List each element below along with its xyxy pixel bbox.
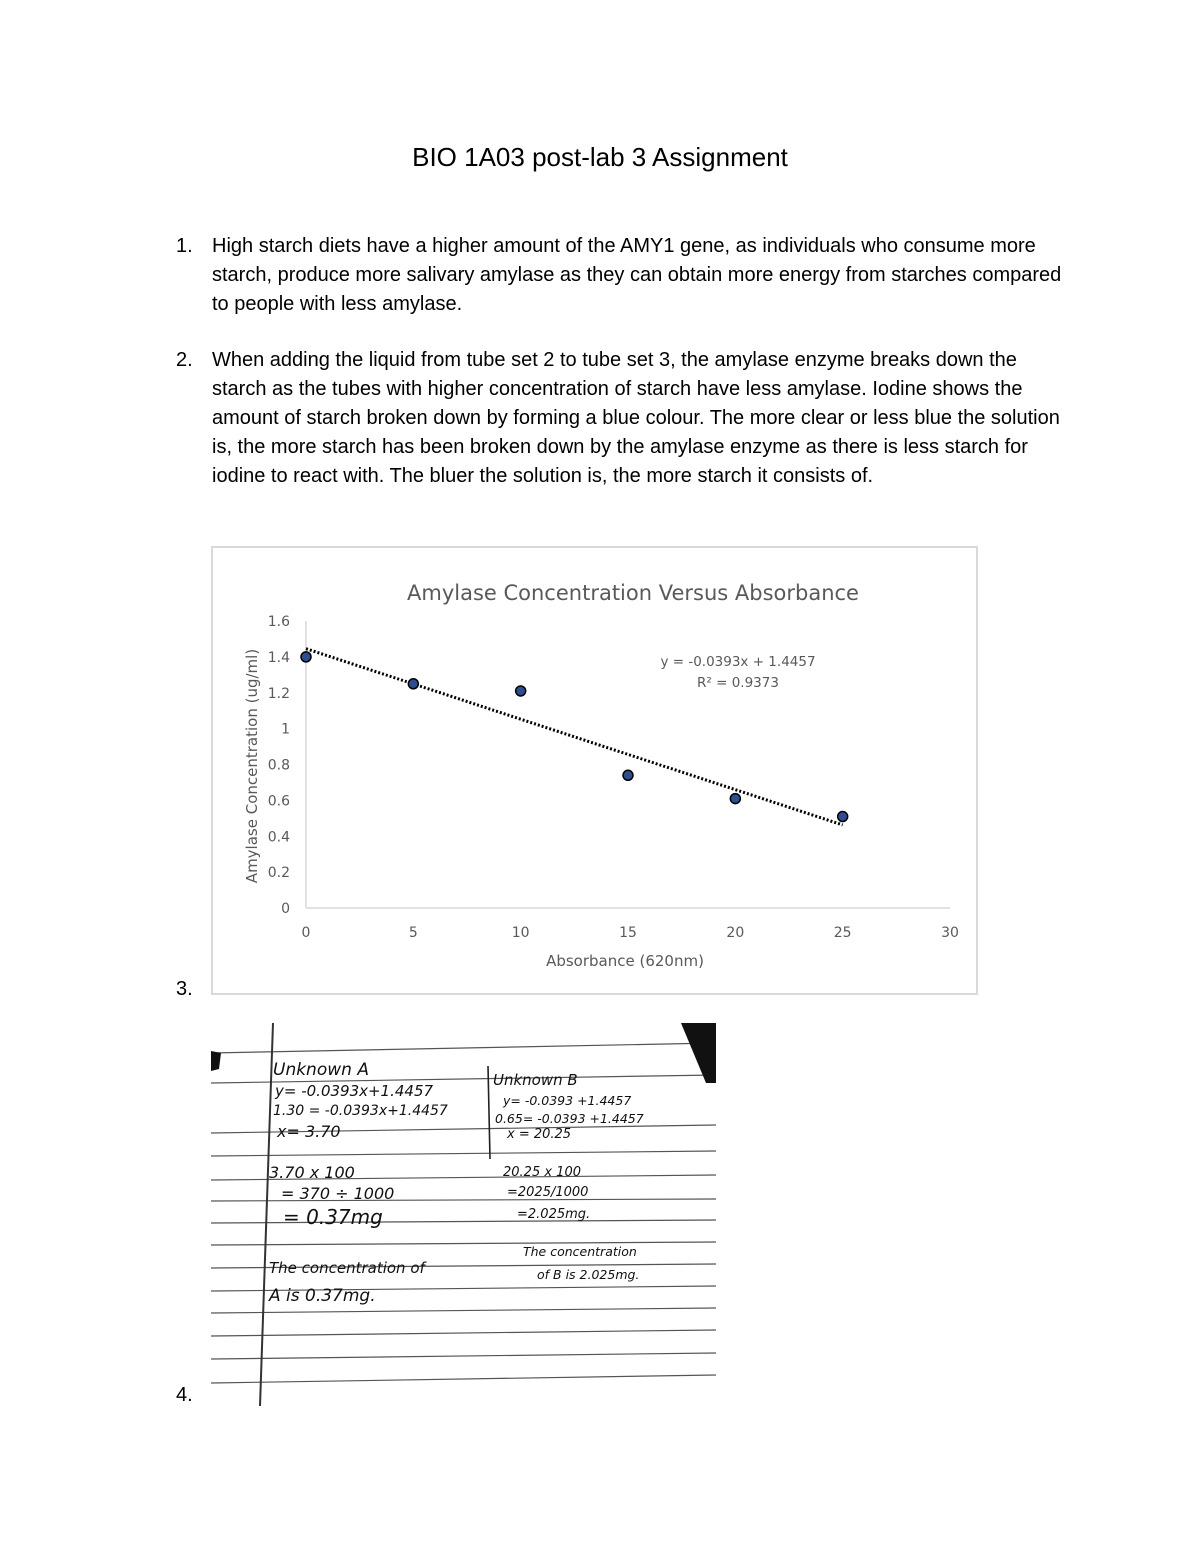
y-tick-label: 1 [281, 721, 290, 738]
unknown-b-calc-2: =2025/1000 [507, 1185, 589, 1200]
x-tick-label: 0 [301, 925, 311, 941]
trendline-r2: R² = 0.9373 [697, 675, 779, 691]
answer-1 [176, 232, 1066, 319]
unknown-b-calc-3: =2.025mg. [517, 1207, 591, 1222]
x-tick-label: 10 [511, 925, 530, 941]
answer-2 [176, 346, 1066, 491]
answer-2-text: When adding the liquid from tube set 2 to tube set 3, the amylase enzyme breaks down the starch as the tubes with higher concentration of starch have less amylase. Iodine shows the amount of starch broken down by forming a blue colour. The more clear or less blue the solution is, the more starch has been broken down by the amylase enzyme as there is less starch for iodine to react with. The bluer the solution is, the more starch it consists of. [212, 349, 1060, 487]
handwritten-notes-photo [211, 1023, 716, 1406]
chart-svg [213, 548, 976, 993]
answer-1-text: High starch diets have a higher amount of the AMY1 gene, as individuals who consume more starch, produce more salivary amylase as they can obtain more energy from starches compared to people with less amylase. [212, 235, 1062, 315]
unknown-b-conclusion-1: The concentration [523, 1244, 637, 1259]
data-point [730, 794, 740, 804]
x-tick-label: 30 [941, 925, 959, 941]
x-axis-label: Absorbance (620nm) [546, 952, 704, 970]
page-title: BIO 1A03 post-lab 3 Assignment [412, 142, 788, 172]
unknown-a-conclusion-1: The concentration of [269, 1259, 425, 1277]
data-point [623, 770, 633, 780]
chart-title: Amylase Concentration Versus Absorbance [407, 581, 859, 605]
unknown-b-conclusion-2: of B is 2.025mg. [537, 1267, 640, 1282]
answer-2-number: 2. [176, 349, 193, 371]
unknown-a-line-2: 1.30 = -0.0393x+1.4457 [273, 1103, 448, 1119]
x-tick-label: 20 [726, 925, 745, 941]
y-tick-label: 1.6 [267, 614, 290, 630]
answer-4-number: 4. [176, 1384, 193, 1406]
x-tick-label: 15 [619, 925, 637, 941]
data-point [408, 679, 418, 689]
unknown-a-heading: Unknown A [273, 1060, 369, 1080]
data-point [301, 652, 311, 662]
unknown-a-line-1: y= -0.0393x+1.4457 [275, 1082, 434, 1100]
y-tick-label: 0.8 [267, 757, 290, 774]
y-tick-label: 0.6 [267, 793, 290, 810]
notebook-paper [211, 1023, 716, 1406]
unknown-b-line-1: y= -0.0393 +1.4457 [503, 1093, 632, 1108]
y-tick-label: 1.4 [267, 649, 290, 666]
x-tick-label: 5 [408, 925, 418, 941]
y-tick-label: 0.4 [267, 829, 290, 846]
y-tick-label: 0.2 [267, 865, 290, 882]
y-tick-label: 1.2 [267, 685, 290, 702]
x-tick-label: 25 [833, 925, 852, 941]
unknown-a-conclusion-2: A is 0.37mg. [269, 1286, 376, 1306]
y-axis-label: Amylase Concentration (ug/ml) [243, 648, 261, 884]
unknown-a-calc-2: = 370 ÷ 1000 [281, 1184, 395, 1203]
amylase-chart [211, 546, 978, 995]
unknown-b-heading: Unknown B [493, 1071, 578, 1089]
y-tick-label: 0 [281, 901, 290, 917]
unknown-b-line-3: x = 20.25 [507, 1127, 572, 1142]
unknown-a-calc-1: 3.70 x 100 [269, 1163, 355, 1182]
data-point [838, 812, 848, 822]
answer-3-number: 3. [176, 978, 193, 1000]
unknown-a-line-3: x= 3.70 [277, 1122, 341, 1141]
data-point [516, 686, 526, 696]
trendline-equation: y = -0.0393x + 1.4457 [660, 654, 816, 670]
unknown-b-calc-1: 20.25 x 100 [503, 1165, 581, 1180]
unknown-a-calc-3: = 0.37mg [283, 1205, 383, 1229]
answer-1-number: 1. [176, 235, 193, 257]
unknown-b-line-2: 0.65= -0.0393 +1.4457 [495, 1111, 644, 1126]
